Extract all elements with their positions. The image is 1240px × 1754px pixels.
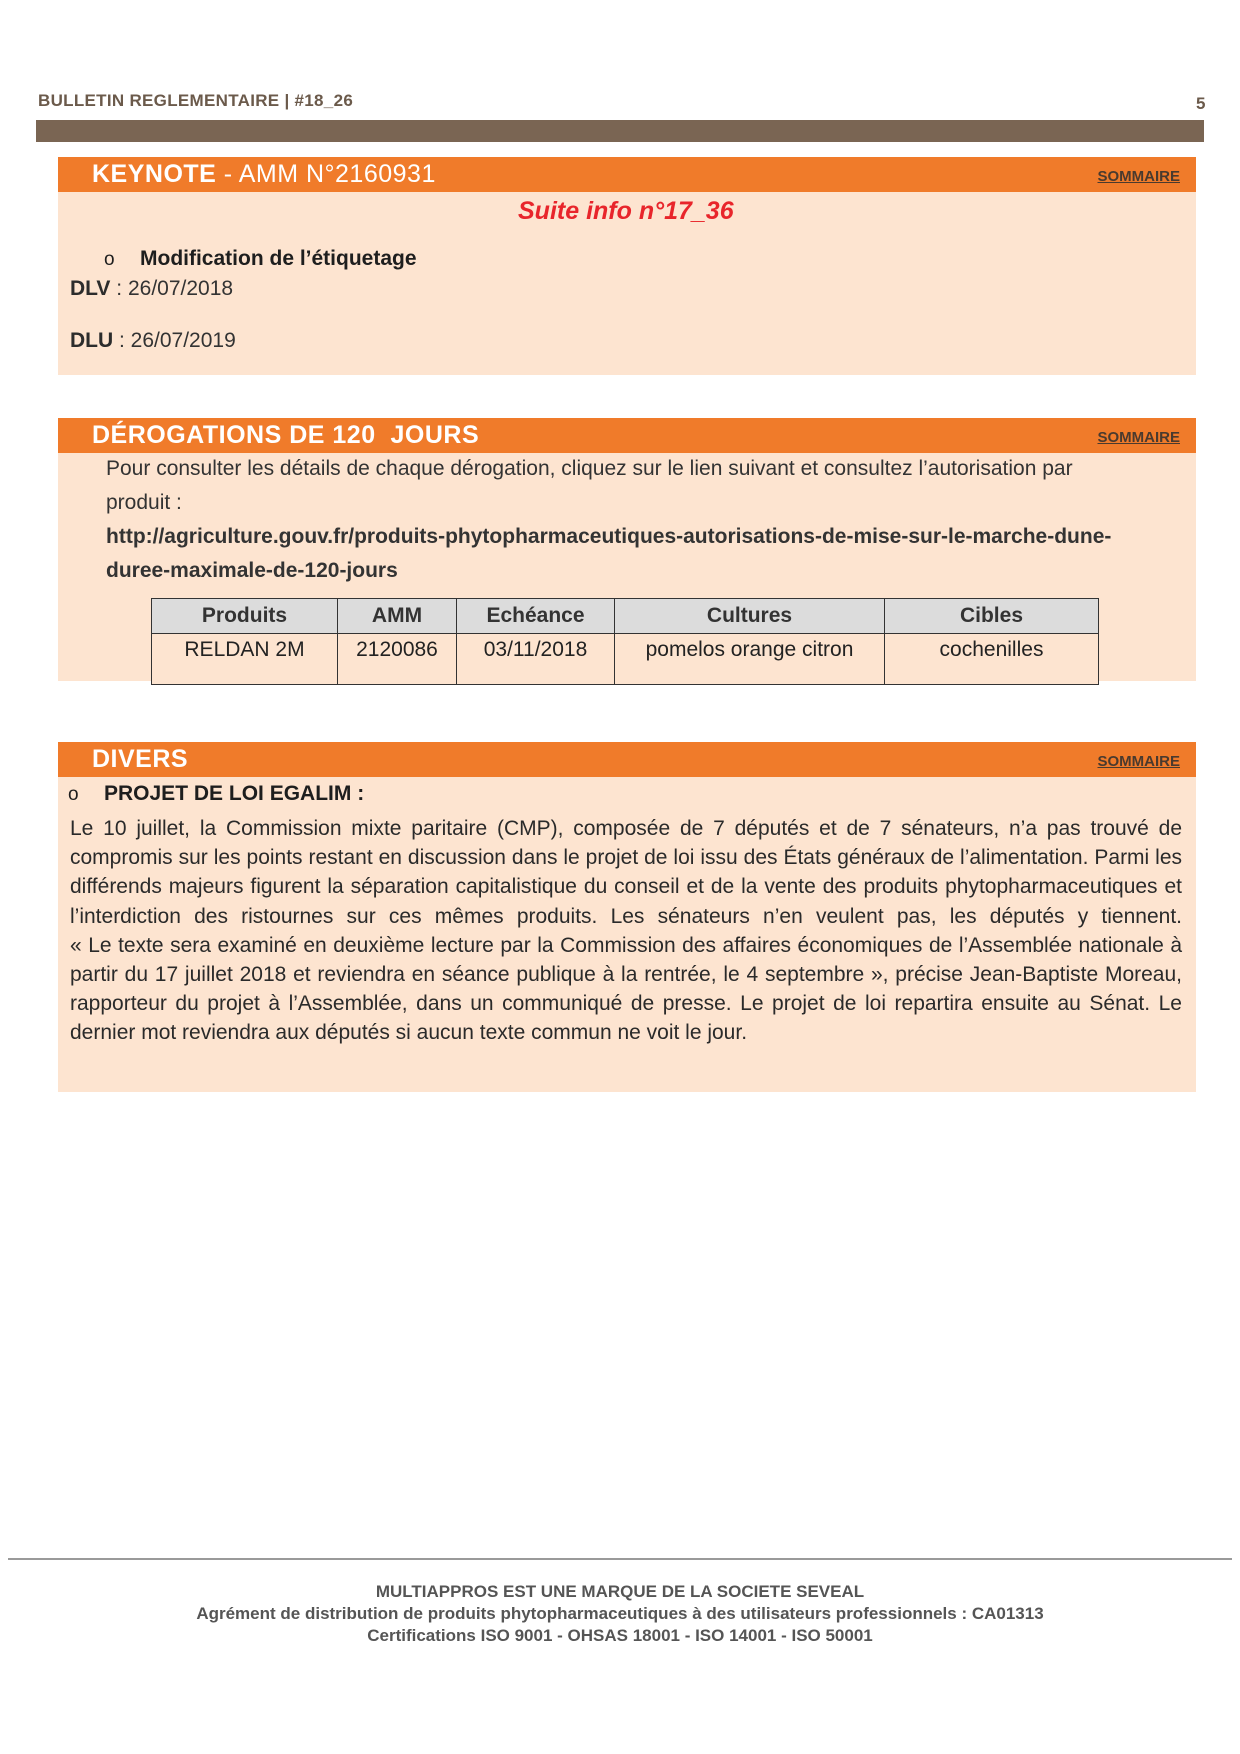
table-cell: RELDAN 2M [152, 634, 338, 685]
table-cell: cochenilles [885, 634, 1099, 685]
bullet-text: PROJET DE LOI EGALIM : [104, 782, 365, 805]
keynote-title-separator: - [216, 160, 239, 188]
sommaire-link[interactable]: SOMMAIRE [1097, 168, 1180, 185]
footer-line-1: MULTIAPPROS EST UNE MARQUE DE LA SOCIETE SEVEAL [375, 1582, 865, 1601]
agriculture-link-line-2[interactable]: duree-maximale-de-120-jours [106, 559, 398, 582]
derogations-table [151, 598, 1099, 685]
bulletin-title: BULLETIN REGLEMENTAIRE | #18_26 [38, 91, 354, 110]
intro-line-1: Pour consulter les détails de chaque dérogation, cliquez sur le lien suivant et consultez l’autorisation par [106, 457, 1073, 480]
column-header: AMM [338, 599, 457, 634]
table-cell: 2120086 [338, 634, 457, 685]
divers-body [70, 814, 1182, 1048]
sommaire-link[interactable]: SOMMAIRE [1097, 429, 1180, 446]
dlv-value: : 26/07/2018 [110, 277, 234, 300]
keynote-section [58, 157, 1196, 375]
derogations-section-bar [58, 418, 1196, 453]
dlu-value: : 26/07/2019 [113, 329, 236, 352]
footer-line-2: Agrément de distribution de produits phytopharmaceutiques à des utilisateurs professionnels : CA01313 [196, 1604, 1044, 1623]
dlv-field [70, 277, 233, 301]
divers-section-bar [58, 742, 1196, 777]
divers-paragraph-1: Le 10 juillet, la Commission mixte paritaire (CMP), composée de 7 députés et de 7 sénateurs, n’a pas trouvé de compromis sur les points restant en discussion dans le projet de loi issu des États généraux de l’alimentation. Parmi les différends majeurs figurent la séparation capitalistique du conseil et de la vente des produits phytopharmaceutiques et l’interdiction des ristournes sur ces mêmes produits. Les sénateurs n’en veulent pas, les députés y tiennent. [70, 817, 1182, 928]
divers-paragraph-2: « Le texte sera examiné en deuxième lecture par la Commission des affaires économiques de l’Assemblée nationale à partir du 17 juillet 2018 et reviendra en séance publique à la rentrée, le 4 septembre », précise Jean-Baptiste Moreau, rapporteur du projet à l’Assemblée, dans un communiqué de presse. Le projet de loi repartira ensuite au Sénat. Le dernier mot reviendra aux députés si aucun texte commun ne voit le jour. [70, 933, 1182, 1045]
header-bar [36, 120, 1204, 142]
derogations-section [58, 418, 1196, 681]
keynote-bullet-item [104, 247, 417, 271]
keynote-amm: AMM N°2160931 [238, 160, 436, 188]
derogations-intro [106, 452, 1111, 588]
footer-line-3: Certifications ISO 9001 - OHSAS 18001 - ISO 14001 - ISO 50001 [367, 1626, 873, 1645]
column-header: Produits [152, 599, 338, 634]
keynote-section-bar [58, 157, 1196, 192]
table-cell: pomelos orange citron [615, 634, 885, 685]
keynote-title [92, 160, 436, 189]
column-header: Echéance [457, 599, 615, 634]
column-header: Cultures [615, 599, 885, 634]
derogations-title: DÉROGATIONS DE 120 JOURS [92, 421, 480, 449]
dlu-label: DLU [70, 329, 114, 352]
column-header: Cibles [885, 599, 1099, 634]
keynote-title-label: KEYNOTE [92, 160, 217, 188]
sommaire-link[interactable]: SOMMAIRE [1097, 753, 1180, 770]
bullet-symbol: o [104, 249, 115, 270]
bullet-symbol: o [68, 784, 79, 805]
table-row [152, 634, 1099, 685]
page-number: 5 [1196, 94, 1206, 113]
suite-info-link: Suite info n°17_36 [518, 197, 734, 225]
table-header-row [152, 599, 1099, 634]
divers-bullet-item [68, 782, 364, 806]
divers-section [58, 742, 1196, 1092]
dlu-field [70, 329, 236, 353]
table-cell: 03/11/2018 [457, 634, 615, 685]
dlv-label: DLV [70, 277, 111, 300]
bullet-text: Modification de l’étiquetage [140, 247, 417, 270]
agriculture-link-line-1[interactable]: http://agriculture.gouv.fr/produits-phytopharmaceutiques-autorisations-de-mise-sur-le-marche-dune- [106, 525, 1112, 548]
footer-divider [8, 1558, 1232, 1560]
intro-line-2: produit : [106, 491, 182, 514]
divers-title: DIVERS [92, 745, 189, 773]
